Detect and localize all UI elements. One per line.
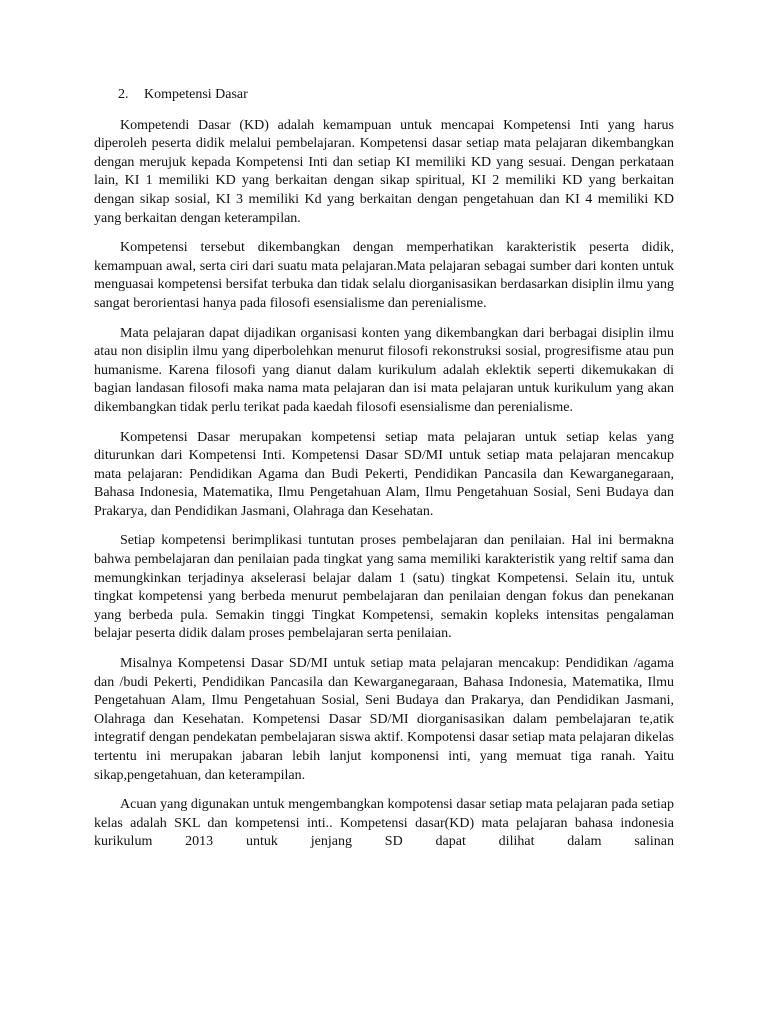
paragraph: Kompetensi Dasar merupakan kompetensi setiap mata pelajaran untuk setiap kelas yang diturunkan dari Kompetensi Inti. Kompetensi Dasar SD/MI untuk setiap mata pelajaran mencakup mata pelajaran: Pendidikan Agama dan Budi Pekerti, Pendidikan Pancasila dan Kewarganegaraan, Bahasa Indonesia, Matematika, Ilmu Pengetahuan Alam, Ilmu Pengetahuan Sosial, Seni Budaya dan Prakarya, dan Pendidikan Jasmani, Olahraga dan Kesehatan. bbox=[94, 429, 674, 519]
section-heading bbox=[94, 86, 674, 105]
section-title: Kompetensi Dasar bbox=[144, 87, 248, 102]
paragraph: Kompetensi tersebut dikembangkan dengan memperhatikan karakteristik peserta didik, kemampuan awal, serta ciri dari suatu mata pelajaran.Mata pelajaran sebagai sumber dari konten untuk menguasai kompetensi bersifat terbuka dan tidak selalu diorganisasikan berdasarkan disiplin ilmu yang sangat berorientasi hanya pada filosofi esensialisme dan perenialisme. bbox=[94, 240, 674, 311]
paragraph: Acuan yang digunakan untuk mengembangkan kompotensi dasar setiap mata pelajaran pada setiap kelas adalah SKL dan kompetensi inti.. Kompetensi dasar(KD) mata pelajaran bahasa indonesia kurikulum 2013 untuk jenjang SD dapat dilihat dalam salinan bbox=[94, 797, 674, 850]
paragraph: Misalnya Kompetensi Dasar SD/MI untuk setiap mata pelajaran mencakup: Pendidikan /agama dan /budi Pekerti, Pendidikan Pancasila dan Kewarganegaraan, Bahasa Indonesia, Matematika, Ilmu Pengetahuan Alam, Ilmu Pengetahuan Sosial, Seni Budaya dan Prakarya, dan Pendidikan Jasmani, Olahraga dan Kesehatan. Kompetensi Dasar SD/MI diorganisasikan dalam pembelajaran te,atik integratif dengan pendekatan pembelajaran siswa aktif. Kompotensi dasar setiap mata pelajaran dikelas tertentu ini merupakan jabaran lebih lanjut komponensi inti, yang memuat tiga ranah. Yaitu sikap,pengetahuan, dan keterampilan. bbox=[94, 656, 674, 783]
paragraph: Mata pelajaran dapat dijadikan organisasi konten yang dikembangkan dari berbagai disiplin ilmu atau non disiplin ilmu yang diperbolehkan menurut filosofi rekonstruksi sosial, progresifisme atau pun humanisme. Karena filosofi yang dianut dalam kurikulum adalah eklektik seperti dikemukakan di bagian landasan filosofi maka nama mata pelajaran dan isi mata pelajaran untuk kurikulum yang akan dikembangkan tidak perlu terikat pada kaedah filosofi esensialisme dan perenialisme. bbox=[94, 325, 674, 415]
document-body bbox=[94, 86, 674, 863]
paragraph: Kompetendi Dasar (KD) adalah kemampuan untuk mencapai Kompetensi Inti yang harus diperoleh peserta didik melalui pembelajaran. Kompetensi dasar setiap mata pelajaran dikembangkan dengan merujuk kepada Kompetensi Inti dan setiap KI memiliki KD yang sesuai. Dengan perkataan lain, KI 1 memiliki KD yang berkaitan dengan sikap spiritual, KI 2 memiliki KD yang berkaitan dengan sikap sosial, KI 3 memiliki Kd yang berkaitan dengan pengetahuan dan KI 4 memiliki KD yang berkaitan dengan keterampilan. bbox=[94, 117, 674, 226]
paragraph: Setiap kompetensi berimplikasi tuntutan proses pembelajaran dan penilaian. Hal ini bermakna bahwa pembelajaran dan penilaian pada tingkat yang sama memiliki karakteristik yang reltif sama dan memungkinkan terjadinya akselerasi belajar dalam 1 (satu) tingkat Kompetensi. Selain itu, untuk tingkat kompetensi yang berbeda menurut pembelajaran dan penilaian dengan fokus dan penekanan yang berbeda pula. Semakin tinggi Tingkat Kompetensi, semakin kopleks intensitas pengalaman belajar peserta didik dalam proses pembelajaran serta penilaian. bbox=[94, 533, 674, 642]
section-number: 2. bbox=[118, 87, 129, 102]
